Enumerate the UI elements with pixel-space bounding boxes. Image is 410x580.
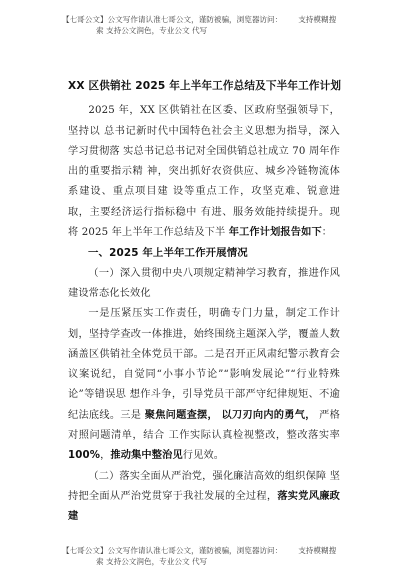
banner-line-1 (0, 545, 410, 556)
banner-line-1 (0, 14, 410, 25)
text: 一是压紧压实工作责任，明确专门力量，制定工作计划，坚持学查改一体推进，始终围绕主题深入学，覆盖人数涵盖区供销社全体党员干部。二是召开正风肃纪警示教育会议案说纪，自觉同“小事小节论”“影响发展论”“行业特殊论”等错误思 想作斗争，引导党员干部严守纪律规矩、不逾纪法底线。三是 (68, 308, 340, 421)
bold-text: 推动集中整治见 (110, 450, 183, 462)
intro-end: ： (321, 227, 333, 239)
text: ， (100, 450, 111, 462)
header-banner (0, 14, 410, 36)
text: 严格对照问题清单，结合 工作实际认真检视整改，整改落实率 (68, 409, 340, 442)
bold-text: 聚焦问题查摆， (144, 409, 218, 421)
document-title: XX 区供销社 2025 年上半年工作总结及下半年工作计划 (68, 80, 342, 92)
bold-text: 以刀刃向内的勇气， (221, 409, 316, 421)
banner-line-2: 索 支持公文润色，专业公文 代写 (96, 557, 208, 566)
intro-text: 2025 年，XX 区供销社在区委、区政府坚强领导下，坚持以 总书记新时代中国特色社会主义思想为指导，深入学习贯彻落 实总书记总书记对全国供销总社成立 70 周年作出的重要指示精 神，突出抓好农资供应、城乡冷链物流体系建设、重点项目建 设等重点工作，攻坚克难、锐意进取，主要经济运行指标稳中 有进、服务效能持续提升。现将 2025 年上半年工作总结及下半 (68, 105, 340, 239)
text: （二）落实全面从严治党，强化廉洁高效的组织保障 坚持把全面从严治党贯穿于我社发展的全过程， (68, 470, 340, 502)
banner-text: 【七哥公文】公文写作请认准七哥公文，谨防被骗，浏览器访问： (62, 546, 283, 555)
banner-text-tail: 支持模糊搜 (298, 15, 337, 24)
banner-text-tail: 支持模糊搜 (298, 546, 337, 555)
document-body (68, 76, 340, 528)
intro-paragraph (68, 101, 340, 243)
footer-banner (0, 545, 410, 567)
intro-bold-text: 年工作计划报告如下 (228, 227, 322, 239)
section-heading: 一、2025 年上半年工作开展情况 (88, 247, 248, 260)
bold-number: 100% (68, 450, 101, 462)
subsection-heading-1: （一）深入贯彻中央八项规定精神学习教育，推进作风建设常态化长效化 (68, 267, 340, 299)
text: 行见效。 (182, 450, 225, 462)
paragraph-1 (68, 304, 340, 466)
bold-text: 落实党风廉政建 (68, 490, 340, 523)
subsection-paragraph-2 (68, 467, 340, 528)
banner-text: 【七哥公文】公文写作请认准七哥公文，谨防被骗，浏览器访问： (62, 15, 283, 24)
banner-line-2: 索 支持公文润色，专业公文 代写 (96, 26, 208, 35)
